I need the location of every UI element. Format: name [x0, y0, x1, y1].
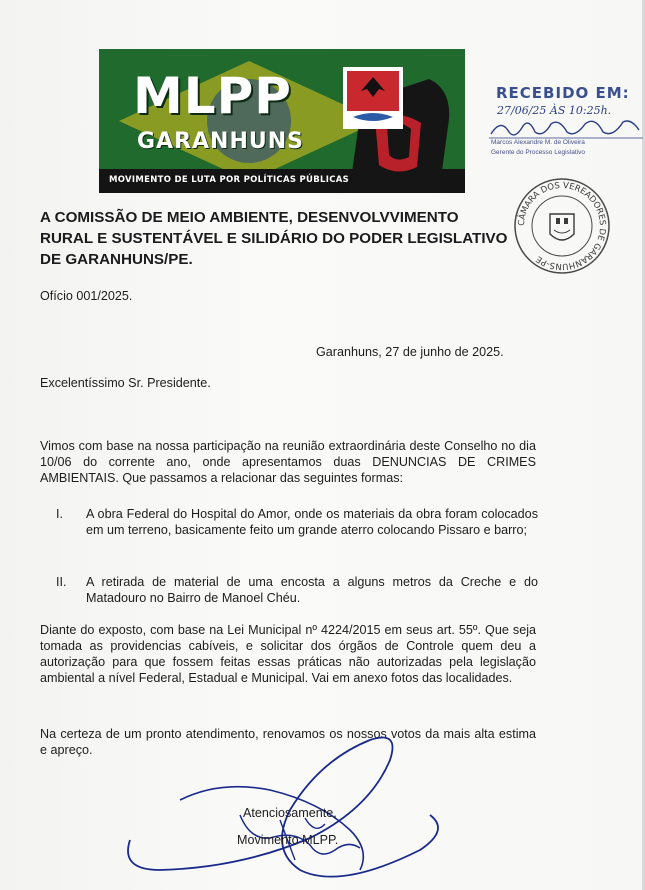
paragraph-1: Vimos com base na nossa participação na reunião extraordinária deste Conselho no dia 10/06 do corrente ano, onde apresentamos duas DENUNCIAS DE CRIMES AMBIENTAIS. Que passamos a relacionar das seguintes formas:: [40, 439, 536, 485]
letter-date: Garanhuns, 27 de junho de 2025.: [316, 345, 504, 359]
received-stamp-role: Gerente do Processo Legislativo: [491, 149, 585, 156]
letter-reference: Ofício 001/2025.: [40, 289, 133, 303]
pernambuco-flag-icon: [343, 67, 403, 129]
letter-salutation: Excelentíssimo Sr. Presidente.: [40, 376, 211, 390]
list-item-text: A retirada de material de uma encosta a alguns metros da Creche e do Matadouro no Bairro de Manoel Chéu.: [86, 575, 538, 605]
paragraph-3: Na certeza de um pronto atendimento, renovamos os nossos votos da mais alta estima e apreço.: [40, 727, 536, 757]
svg-text:CÂMARA DOS VEREADORES DE GARAN: [516, 181, 607, 271]
council-seal-icon: [512, 176, 612, 276]
received-stamp: [487, 84, 645, 168]
handwritten-signature: [120, 720, 450, 890]
received-stamp-title: RECEBIDO EM:: [496, 84, 630, 102]
signer-line: Movimento MLPP.: [237, 833, 339, 847]
banner-motto: MOVIMENTO DE LUTA POR POLÍTICAS PÚBLICAS: [109, 175, 350, 185]
banner-subtitle: GARANHUNS: [137, 129, 304, 154]
seal-text: CÂMARA DOS VEREADORES DE GARANHUNS-PE: [516, 180, 608, 272]
banner-title: MLPP: [133, 67, 292, 125]
received-stamp-date: 27/06/25 ÀS 10:25h.: [497, 104, 612, 117]
letter-heading: A COMISSÃO DE MEIO AMBIENTE, DESENVOLVVIMENTO RURAL E SUSTENTÁVEL E SILIDÁRIO DO PODER LEGISLATIVO DE GARANHUNS/PE.: [40, 209, 508, 268]
list-item-number: II.: [56, 575, 67, 589]
paragraph-2: Diante do exposto, com base na Lei Municipal nº 4224/2015 em seus art. 55º. Que seja tomada as providencias cabíveis, e solicitar dos órgãos de Controle quem deu a autorização para que fossem feitas essas práticas não autorizadas pela legislação ambiental a nível Federal, Estadual e Municipal. Vai em anexo fotos das localidades.: [40, 623, 536, 685]
mlpp-banner: [99, 49, 465, 193]
list-item-text: A obra Federal do Hospital do Amor, onde os materiais da obra foram colocados em um terreno, basicamente feito um grande aterro colocando Pissaro e barro;: [86, 507, 538, 537]
received-stamp-name: Marcos Alexandre M. de Oliveira: [491, 139, 585, 146]
closing-line: Atenciosamente,: [243, 806, 337, 820]
list-item-number: I.: [56, 507, 63, 521]
